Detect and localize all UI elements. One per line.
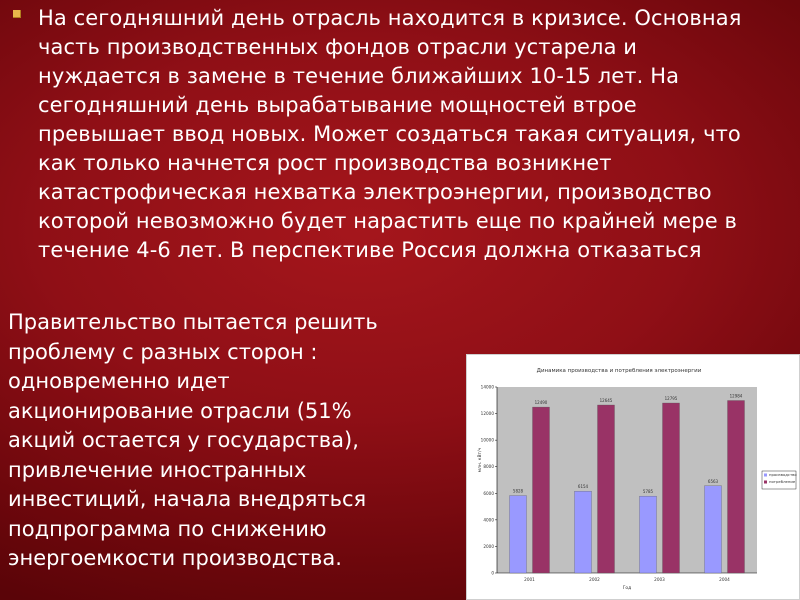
bar-production xyxy=(705,486,722,573)
y-tick-label: 10000 xyxy=(480,437,494,443)
legend xyxy=(762,471,797,489)
y-tick-label: 6000 xyxy=(483,490,494,496)
bar-consumption xyxy=(728,400,745,573)
bar-production xyxy=(640,496,657,573)
paragraph-left: Правительство пытается решить проблему с разных сторон : одновременно идет акционирование отрасли (51% акций остается у государства), привлечение иностранных инвестиций, начала внедряться подпрограмма по снижению энергоемкости производства. xyxy=(8,310,378,570)
chart-svg xyxy=(467,355,799,599)
bar-consumption xyxy=(598,405,615,573)
data-label: 12795 xyxy=(664,396,678,402)
x-tick-label: 2004 xyxy=(719,577,730,582)
bar-consumption xyxy=(663,403,680,573)
x-tick-label: 2003 xyxy=(654,577,665,582)
y-tick-label: 2000 xyxy=(483,543,494,549)
x-tick-label: 2002 xyxy=(589,577,600,582)
y-tick-label: 8000 xyxy=(483,464,494,470)
x-tick-label: 2001 xyxy=(524,577,535,582)
data-label: 5828 xyxy=(512,488,524,494)
chart-title: Динамика производства и потребления электроэнергии xyxy=(536,368,702,374)
y-tick-label: 4000 xyxy=(483,517,494,523)
bar-production xyxy=(575,491,592,573)
x-axis-label: Год xyxy=(622,586,632,591)
bar-consumption xyxy=(533,407,550,573)
plot-area xyxy=(481,385,757,583)
bullet-square-icon xyxy=(13,10,21,18)
data-label: 6154 xyxy=(577,484,589,490)
chart xyxy=(466,354,800,600)
data-label: 12490 xyxy=(534,400,548,406)
bar-production xyxy=(510,496,527,573)
legend-label: потребление xyxy=(769,479,796,484)
data-label: 6563 xyxy=(707,478,719,484)
y-tick-label: 14000 xyxy=(480,384,494,390)
legend-swatch xyxy=(764,474,767,477)
y-tick-label: 0 xyxy=(491,570,494,576)
data-label: 5785 xyxy=(642,489,654,495)
data-label: 12984 xyxy=(729,393,743,399)
legend-label: производство xyxy=(769,472,797,477)
data-label: 12645 xyxy=(599,398,613,404)
y-tick-label: 12000 xyxy=(480,411,494,417)
legend-swatch xyxy=(764,481,767,484)
paragraph-top: На сегодняшний день отрасль находится в кризисе. Основная часть производственных фондов отрасли устарела и нуждается в замене в течение ближайших 10-15 лет. На сегодняшний день вырабатывание мощностей втрое превышает ввод новых. Может создаться такая ситуация, что как только начнется рост производства возникнет катастрофическая нехватка электроэнергии, производство которой невозможно будет нарастить еще по крайней мере в течение 4-6 лет. В перспективе Россия должна отказаться xyxy=(38,6,742,262)
y-axis-label: млн. кВт/ч xyxy=(478,447,483,473)
